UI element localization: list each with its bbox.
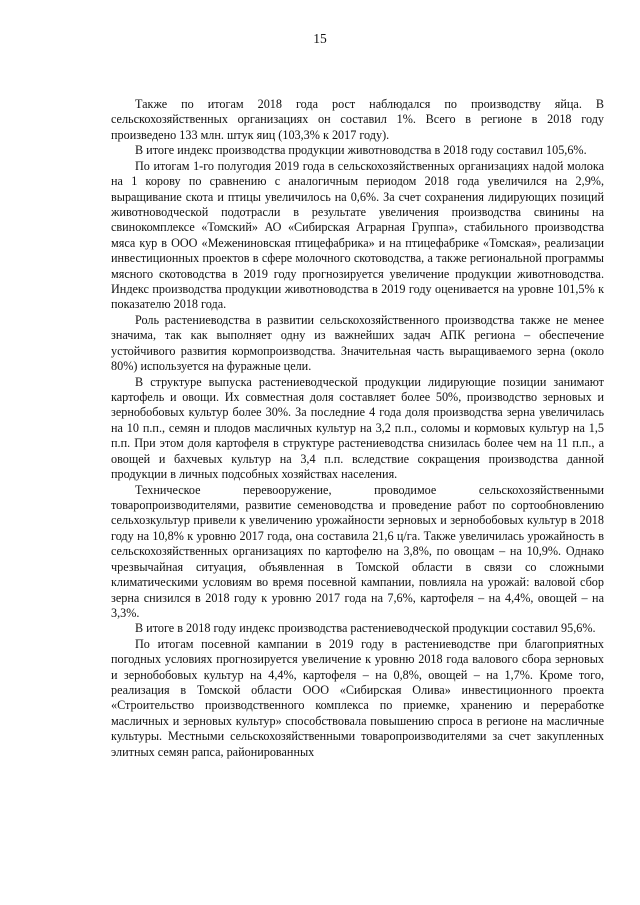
paragraph-crop-index-2018: В итоге в 2018 году индекс производства растениеводческой продукции составил 95,6%. — [135, 621, 596, 636]
paragraph-technical-rearmament: Техническое перевооружение, проводимое сельскохозяйственными товаропроизводителями, развитие семеноводства и проведение работ по сортообновлению сельхозкультур привели к увеличению урожайности зерновых и зернобобовых культур в 2018 году на 10,8% к уровню 2017 года, она составила 21,6 ц/га. Также увеличилась урожайность в сельскохозяйственных организациях по картофелю на 3,8%, по овощам – на 10,9%. Однако чрезвычайная ситуация, объявленная в Томской области в связи со сложными климатическими условиям во время посевной кампании, повлияла на урожай: валовой сбор зерна снизился в 2018 году к уровню 2017 года на 7,6%, картофеля – на 4,4%, овощей – на 3,3%. — [111, 482, 604, 620]
page-number: 15 — [313, 31, 327, 46]
paragraph-livestock-index-2018: В итоге индекс производства продукции животноводства в 2018 году составил 105,6%. — [135, 143, 587, 158]
paragraph-crop-role: Роль растениеводства в развитии сельскохозяйственного производства также не менее значима, так как выполняет одну из важнейших задач АПК региона – обеспечение устойчивого развития кормопроизводства. Значительная часть выращиваемого зерна (около 80%) используется на фуражные цели. — [111, 312, 604, 374]
paragraph-sowing-2019: По итогам посевной кампании в 2019 году в растениеводстве при благоприятных погодных условиях прогнозируется увеличение к уровню 2018 года валового сбора зерновых и зернобобовых культур на 4,4%, картофеля – на 0,8%, овощей – на 1,7%. Кроме того, реализация в Томской области ООО «Сибирская Олива» инвестиционного проекта «Строительство производственного комплекса по приемке, хранению и переработке масличных и зерновых культур» способствовала повышению спроса в регионе на масличные культуры. Местными сельскохозяйственными товаропроизводителями за счет закупленных элитных семян рапса, районированных — [111, 636, 604, 759]
paragraph-eggs: Также по итогам 2018 года рост наблюдался по производству яйца. В сельскохозяйственных организациях он составил 1%. Всего в регионе в 2018 году произведено 133 млн. штук яиц (103,3% к 2017 году). — [111, 97, 604, 142]
document-body — [111, 97, 604, 760]
paragraph-crop-structure: В структуре выпуска растениеводческой продукции лидирующие позиции занимают картофель и овощи. Их совместная доля составляет более 50%, производство зерновых и зернобобовых культур более 30%. За последние 4 года доля производства зерна увеличилась на 10 п.п., семян и плодов масличных культур на 3,2 п.п., соломы и кормовых культур на 1,5 п.п. При этом доля картофеля в структуре растениеводства снизилась более чем на 11 п.п., а овощей и бахчевых культур на 3,4 п.п. вследствие сокращения производства данной продукции в личных подсобных хозяйствах населения. — [111, 374, 604, 482]
paragraph-livestock-2019: По итогам 1-го полугодия 2019 года в сельскохозяйственных организациях надой молока на 1 корову по сравнению с аналогичным периодом 2018 года увеличился на 2,9%, выращивание скота и птицы увеличилось на 0,6%. За счет сохранения лидирующих позиций животноводческой подотрасли в результате увеличения производства свинины на свинокомплексе «Томский» АО «Сибирская Аграрная Группа», стабильного производства мяса кур в ООО «Межениновская птицефабрика» и на птицефабрике «Томская», реализации инвестиционных проектов в сфере молочного скотоводства, а также региональной программы мясного скотоводства в 2019 году прогнозируется увеличение продукции животноводства. Индекс производства продукции животноводства в 2019 году оценивается на уровне 101,5% к показателю 2018 года. — [111, 158, 604, 312]
